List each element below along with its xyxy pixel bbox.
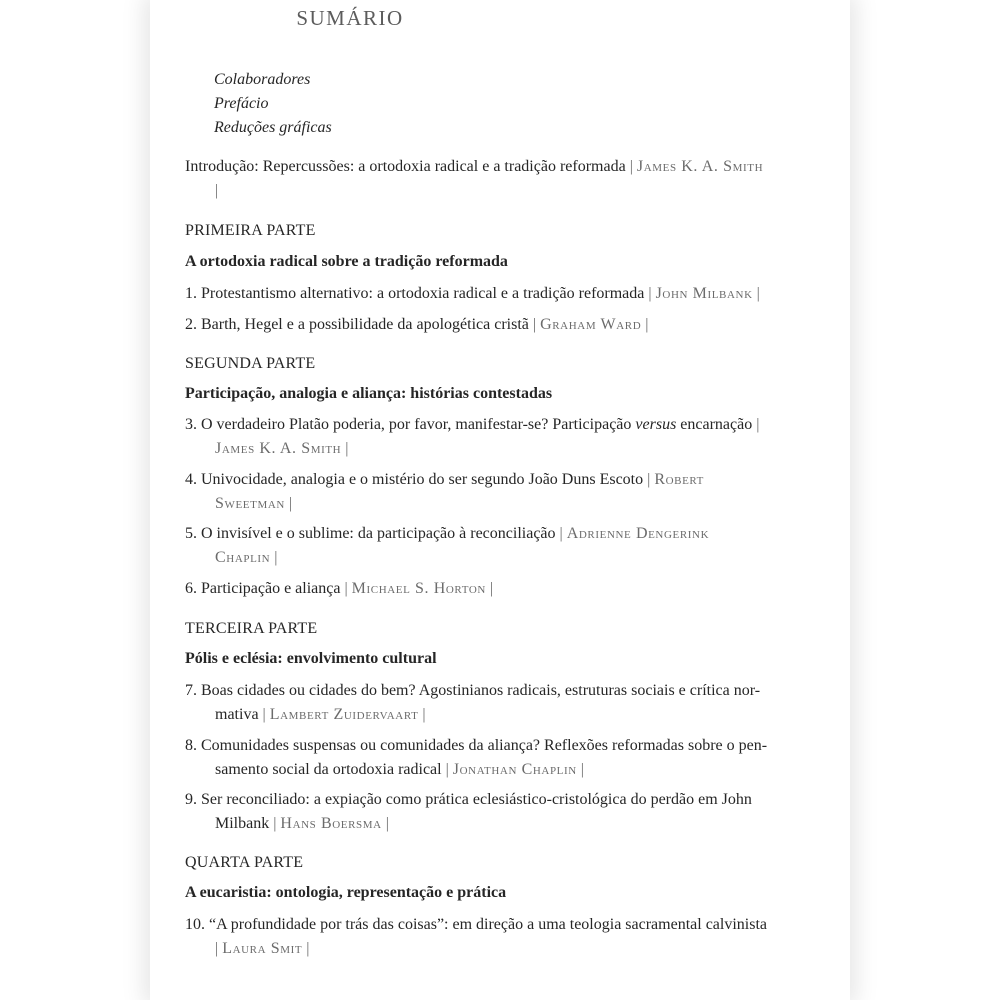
separator: | bbox=[756, 416, 760, 433]
chapter-entry bbox=[185, 577, 795, 601]
entry-author: Lambert Zuidervaart bbox=[269, 706, 419, 723]
entry-author: James K. A. Smith bbox=[636, 158, 764, 175]
entry-author: Chaplin bbox=[215, 549, 271, 566]
part-subtitle: Pólis e eclésia: envolvimento cultural bbox=[185, 650, 437, 667]
chapter-entry bbox=[185, 734, 795, 782]
separator: | bbox=[559, 525, 563, 542]
separator: | bbox=[647, 471, 651, 488]
entry-text: 5. O invisível e o sublime: da participação à reconciliação bbox=[185, 525, 556, 542]
separator: | bbox=[262, 706, 266, 723]
separator: | bbox=[215, 182, 219, 199]
entry-text: Milbank bbox=[215, 815, 270, 832]
separator: | bbox=[385, 815, 389, 832]
entry-text: 4. Univocidade, analogia e o mistério do ser segundo João Duns Escoto bbox=[185, 471, 644, 488]
entry-author: Adrienne Dengerink bbox=[566, 525, 710, 542]
part-subtitle: A ortodoxia radical sobre a tradição reformada bbox=[185, 253, 508, 270]
part-heading: TERCEIRA PARTE bbox=[185, 620, 318, 637]
entry-text: 3. O verdadeiro Platão poderia, por favor, manifestar-se? Participação bbox=[185, 416, 632, 433]
separator: | bbox=[629, 158, 633, 175]
entry-author: Hans Boersma bbox=[280, 815, 382, 832]
separator: | bbox=[422, 706, 426, 723]
separator: | bbox=[215, 940, 219, 957]
separator: | bbox=[288, 495, 293, 512]
entry-text: 2. Barth, Hegel e a possibilidade da apologética cristã bbox=[185, 316, 529, 333]
page-title: SUMÁRIO bbox=[296, 6, 404, 30]
entry-author: Michael S. Horton bbox=[351, 580, 486, 597]
separator: | bbox=[580, 761, 584, 778]
entry-text: 7. Boas cidades ou cidades do bem? Agostinianos radicais, estruturas sociais e crítica nor- bbox=[185, 682, 761, 699]
chapter-entry bbox=[185, 913, 795, 961]
entry-author: John Milbank bbox=[655, 285, 753, 302]
part-subtitle: A eucaristia: ontologia, representação e prática bbox=[185, 884, 507, 901]
front-matter-item: Prefácio bbox=[214, 95, 269, 112]
entry-author: Jonathan Chaplin bbox=[452, 761, 577, 778]
separator: | bbox=[648, 285, 652, 302]
part-heading: SEGUNDA PARTE bbox=[185, 355, 316, 372]
entry-text: samento social da ortodoxia radical bbox=[215, 761, 442, 778]
entry-author: Sweetman bbox=[215, 495, 285, 512]
entry-text: 1. Protestantismo alternativo: a ortodoxia radical e a tradição reformada bbox=[185, 285, 645, 302]
chapter-entry bbox=[185, 522, 795, 570]
entry-text: 8. Comunidades suspensas ou comunidades da aliança? Reflexões reformadas sobre o pen- bbox=[185, 737, 768, 754]
separator: | bbox=[274, 549, 278, 566]
separator: | bbox=[445, 761, 449, 778]
entry-author: Graham Ward bbox=[540, 316, 642, 333]
separator: | bbox=[345, 440, 349, 457]
entry-text: encarnação bbox=[680, 416, 753, 433]
part-heading: PRIMEIRA PARTE bbox=[185, 222, 316, 239]
entry-text: mativa bbox=[215, 706, 259, 723]
entry-text: 6. Participação e aliança bbox=[185, 580, 341, 597]
entry-text: Introdução: Repercussões: a ortodoxia radical e a tradição reformada bbox=[185, 158, 626, 175]
separator: | bbox=[645, 316, 649, 333]
entry-author: James K. A. Smith bbox=[215, 440, 342, 457]
front-matter-list bbox=[214, 68, 332, 140]
entry-author: Laura Smit bbox=[222, 940, 303, 957]
entry-text: 10. “A profundidade por trás das coisas”: em direção a uma teologia sacramental calvinista bbox=[185, 916, 768, 933]
chapter-entry bbox=[185, 313, 795, 337]
separator: | bbox=[273, 815, 277, 832]
entry-text-italic: versus bbox=[635, 416, 677, 433]
front-matter-item: Reduções gráficas bbox=[214, 119, 332, 136]
separator: | bbox=[756, 285, 760, 302]
separator: | bbox=[344, 580, 348, 597]
separator: | bbox=[489, 580, 494, 597]
intro-entry bbox=[185, 155, 795, 203]
separator: | bbox=[532, 316, 537, 333]
chapter-entry bbox=[185, 282, 795, 306]
chapter-entry bbox=[185, 679, 795, 727]
separator: | bbox=[306, 940, 310, 957]
chapter-entry bbox=[185, 413, 795, 461]
part-heading: QUARTA PARTE bbox=[185, 854, 304, 871]
entry-author: Robert bbox=[654, 471, 704, 488]
front-matter-item: Colaboradores bbox=[214, 71, 311, 88]
part-subtitle: Participação, analogia e aliança: histórias contestadas bbox=[185, 385, 553, 402]
chapter-entry bbox=[185, 788, 795, 836]
chapter-entry bbox=[185, 468, 795, 516]
entry-text: 9. Ser reconciliado: a expiação como prática eclesiástico-cristológica do perdão em John bbox=[185, 791, 752, 808]
